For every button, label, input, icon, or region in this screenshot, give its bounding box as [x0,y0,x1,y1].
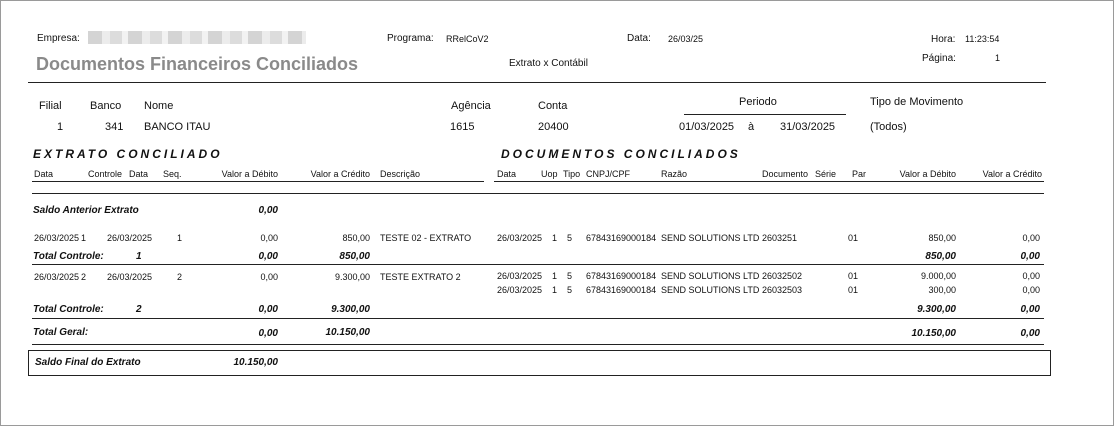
extrato-row-data: 26/03/2025 [34,272,80,282]
total-controle-number: 2 [136,304,142,315]
col-extrato-controle: Controle [88,169,123,179]
extrato-row-data2: 26/03/2025 [107,233,153,243]
empresa-label: Empresa: [37,33,80,44]
extrato-row-seq: 2 [177,272,183,282]
total-controle-doc-credito: 0,00 [1020,304,1040,315]
total-controle-credito: 850,00 [339,251,370,262]
total-geral-label: Total Geral: [33,327,89,338]
col-doc-serie: Série [815,169,837,179]
doc-row-debito: 300,00 [928,285,956,295]
periodo-label: Periodo [739,96,777,108]
doc-row-uop: 1 [552,271,558,281]
doc-row-par: 01 [848,271,859,281]
periodo-fim: 31/03/2025 [780,121,836,133]
periodo-inicio: 01/03/2025 [679,121,735,133]
col-doc-debito: Valor a Débito [899,169,956,179]
doc-row-razao: SEND SOLUTIONS LTD [661,233,760,243]
doc-row-razao: SEND SOLUTIONS LTD [661,285,760,295]
programa-label: Programa: [387,33,434,44]
extrato-row-data: 26/03/2025 [34,233,80,243]
total-geral-credito: 10.150,00 [325,327,370,338]
total-geral-line [32,344,1044,345]
doc-row-data: 26/03/2025 [497,285,543,295]
col-extrato-credito: Valor a Crédito [310,169,370,179]
saldo-anterior-label: Saldo Anterior Extrato [33,205,139,216]
data-label: Data: [627,33,651,44]
col-doc-tipo: Tipo [563,169,581,179]
col-extrato-data: Data [34,169,54,179]
pagina-label: Página: [922,53,956,64]
saldo-final-value: 10.150,00 [233,357,278,368]
col-doc-credito: Valor a Crédito [982,169,1042,179]
extrato-row-credito: 9.300,00 [334,272,370,282]
total-controle-label: Total Controle: [33,251,104,262]
doc-row-par: 01 [848,285,859,295]
extrato-row-debito: 0,00 [260,233,278,243]
doc-row-documento: 2603251 [762,233,798,243]
data-value: 26/03/25 [668,34,704,44]
doc-row-tipo: 5 [567,271,573,281]
total-geral-doc-credito: 0,00 [1020,328,1040,339]
report-subtitle: Extrato x Contábil [509,58,588,69]
extrato-row-descricao: TESTE 02 - EXTRATO [380,233,472,243]
doc-row-data: 26/03/2025 [497,271,543,281]
conta-label: Conta [538,100,568,112]
extrato-row-debito: 0,00 [260,272,278,282]
doc-row-credito: 0,00 [1022,271,1040,281]
table-top-line [32,193,1044,194]
section-documentos-title: DOCUMENTOS CONCILIADOS [501,147,741,161]
extrato-row-seq: 1 [177,233,183,243]
periodo-underline [684,114,846,115]
extrato-header-line [32,181,484,182]
total-controle-doc-debito: 9.300,00 [917,304,956,315]
section-extrato-title: EXTRATO CONCILIADO [33,147,223,161]
group-divider [32,264,1044,265]
col-extrato-debito: Valor a Débito [221,169,278,179]
col-extrato-descricao: Descrição [380,169,421,179]
col-extrato-data2: Data [129,169,149,179]
nome-label: Nome [144,100,174,112]
saldo-final-box [28,350,1051,376]
doc-row-cnpj: 67843169000184 [586,233,657,243]
saldo-final-label: Saldo Final do Extrato [35,357,141,368]
doc-row-razao: SEND SOLUTIONS LTD [661,271,760,281]
group-divider [32,318,1044,319]
nome-value: BANCO ITAU [144,121,211,133]
doc-row-tipo: 5 [567,285,573,295]
agencia-label: Agência [451,100,491,112]
hora-label: Hora: [931,34,956,45]
programa-value: RRelCoV2 [446,34,489,44]
extrato-row-data2: 26/03/2025 [107,272,153,282]
filial-label: Filial [39,100,62,112]
conta-value: 20400 [538,121,569,133]
doc-row-uop: 1 [552,233,558,243]
doc-row-debito: 850,00 [928,233,956,243]
doc-row-credito: 0,00 [1022,285,1040,295]
col-doc-data: Data [497,169,517,179]
saldo-anterior-value: 0,00 [258,205,278,216]
total-controle-debito: 0,00 [258,251,278,262]
total-geral-debito: 0,00 [258,328,278,339]
extrato-row-descricao: TESTE EXTRATO 2 [380,272,461,282]
filial-value: 1 [57,121,64,133]
total-controle-debito: 0,00 [258,304,278,315]
col-doc-cnpj: CNPJ/CPF [586,169,631,179]
total-controle-doc-credito: 0,00 [1020,251,1040,262]
extrato-row-credito: 850,00 [342,233,370,243]
col-doc-par: Par [852,169,867,179]
col-extrato-seq: Seq. [163,169,182,179]
header-divider [28,82,1046,83]
total-geral-doc-debito: 10.150,00 [911,328,956,339]
periodo-separator: à [748,121,755,133]
total-controle-credito: 9.300,00 [331,304,370,315]
col-doc-uop: Uop [541,169,558,179]
total-controle-doc-debito: 850,00 [925,251,956,262]
doc-row-par: 01 [848,233,859,243]
doc-row-tipo: 5 [567,233,573,243]
hora-value: 11:23:54 [965,34,1000,44]
tipo-movimento-value: (Todos) [870,121,907,133]
extrato-row-controle: 2 [81,272,87,282]
doc-row-cnpj: 67843169000184 [586,285,657,295]
total-controle-number: 1 [136,251,142,262]
banco-label: Banco [90,100,122,112]
empresa-redacted [88,31,306,44]
doc-header-line [494,181,1044,182]
doc-row-uop: 1 [552,285,558,295]
report-title: Documentos Financeiros Conciliados [36,54,359,74]
agencia-value: 1615 [450,121,475,133]
total-controle-label: Total Controle: [33,304,104,315]
doc-row-debito: 9.000,00 [920,271,956,281]
extrato-row-controle: 1 [81,233,87,243]
doc-row-cnpj: 67843169000184 [586,271,657,281]
doc-row-data: 26/03/2025 [497,233,543,243]
col-doc-razao: Razão [661,169,688,179]
doc-row-credito: 0,00 [1022,233,1040,243]
tipo-movimento-label: Tipo de Movimento [870,96,964,108]
banco-value: 341 [105,121,124,133]
doc-row-documento: 26032503 [762,285,803,295]
pagina-value: 1 [995,53,1001,63]
col-doc-documento: Documento [762,169,809,179]
doc-row-documento: 26032502 [762,271,803,281]
